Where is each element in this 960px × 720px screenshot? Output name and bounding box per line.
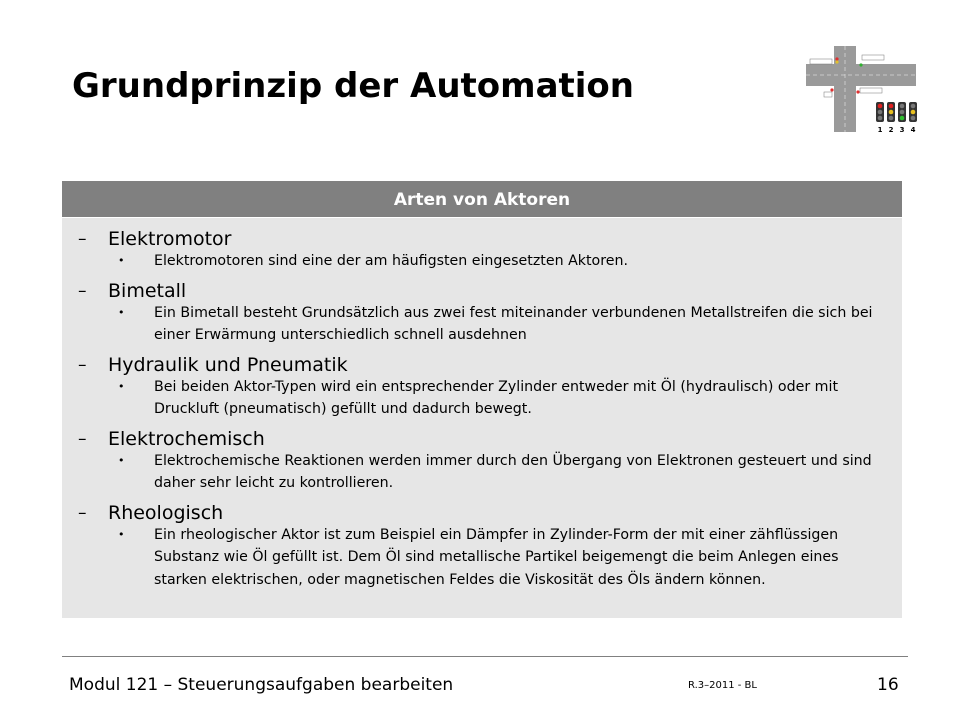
- item-title: Rheologisch: [108, 501, 224, 524]
- bullet-icon: •: [118, 453, 125, 467]
- traffic-lights-icon: [876, 102, 917, 122]
- light-number: 2: [888, 126, 894, 134]
- panel-header: Arten von Aktoren: [62, 181, 902, 217]
- item-title: Hydraulik und Pneumatik: [108, 353, 348, 376]
- item-title: Bimetall: [108, 279, 187, 302]
- bullet-icon: •: [118, 527, 125, 541]
- item-description: Elektromotoren sind eine der am häufigsten eingesetzten Aktoren.: [154, 253, 628, 269]
- light-number: 3: [899, 126, 905, 134]
- dash-icon: –: [78, 280, 87, 301]
- light-number: 4: [910, 126, 916, 134]
- footer-module: Modul 121 – Steuerungsaufgaben bearbeiten: [69, 675, 454, 695]
- bullet-icon: •: [118, 379, 125, 393]
- bullet-icon: •: [118, 254, 125, 267]
- item-description: Ein rheologischer Aktor ist zum Beispiel ein Dämpfer in Zylinder-Form der mit einer zähflüssigen Substanz wie Öl gefüllt ist. Dem Öl sind metallische Partikel beigemengt die beim Anlegen eines starken elektrischen, oder magnetischen Feldes die Viskosität des Öls ändern können.: [154, 526, 839, 588]
- list-item: [62, 226, 902, 273]
- list-item: [62, 352, 902, 421]
- bullet-icon: •: [118, 305, 125, 319]
- footer-version: R.3–2011 - BL: [688, 680, 757, 691]
- light-number: 1: [877, 126, 883, 134]
- traffic-intersection-icon: [806, 46, 920, 138]
- list-item: [62, 426, 902, 495]
- item-description: Bei beiden Aktor-Typen wird ein entsprechender Zylinder entweder mit Öl (hydraulisch) oder mit Druckluft (pneumatisch) gefüllt und dadurch bewegt.: [154, 378, 839, 417]
- slide-title: Grundprinzip der Automation: [72, 66, 634, 106]
- item-description: Ein Bimetall besteht Grundsätzlich aus zwei fest miteinander verbundenen Metallstreifen die sich bei einer Erwärmung unterschiedlich schnell ausdehnen: [154, 304, 873, 343]
- footer-divider: [62, 656, 908, 657]
- dash-icon: –: [78, 502, 87, 523]
- dash-icon: –: [78, 229, 87, 249]
- item-title: Elektromotor: [108, 228, 232, 250]
- dash-icon: –: [78, 354, 87, 375]
- page-number: 16: [877, 675, 899, 695]
- list-item: [62, 500, 902, 592]
- dash-icon: –: [78, 428, 87, 449]
- aktoren-panel: [62, 218, 902, 618]
- item-title: Elektrochemisch: [108, 427, 265, 450]
- item-description: Elektrochemische Reaktionen werden immer durch den Übergang von Elektronen gesteuert und sind daher sehr leicht zu kontrollieren.: [154, 452, 872, 491]
- list-item: [62, 278, 902, 347]
